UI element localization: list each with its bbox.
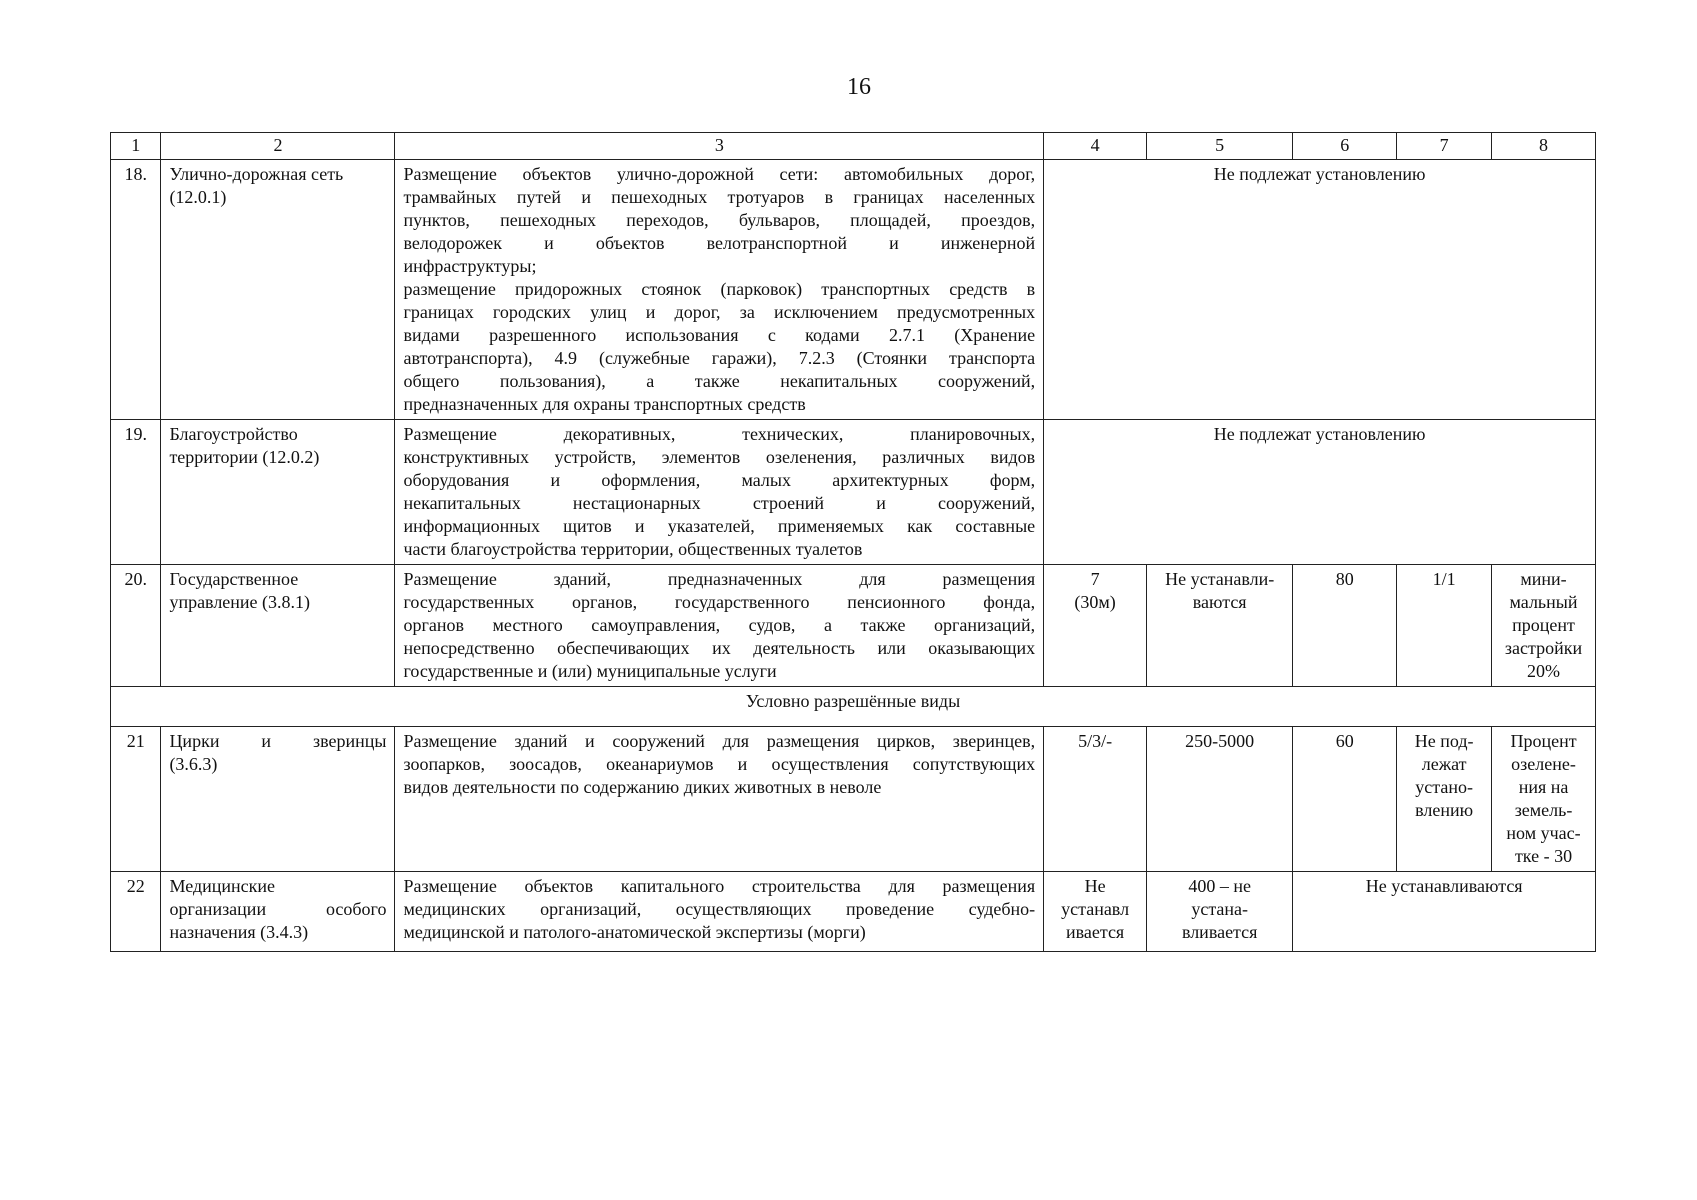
cell-line: 20%	[1527, 661, 1561, 681]
description-line: государственные и (или) муниципальные услуги	[403, 661, 777, 681]
name-line: Медицинские	[169, 876, 276, 896]
row-number: 19.	[111, 420, 161, 565]
cell-line: ивается	[1065, 922, 1125, 942]
cell-line: Не устанавли-	[1165, 569, 1275, 589]
column-number: 2	[161, 133, 395, 160]
column-number: 7	[1397, 133, 1492, 160]
coverage-cell: 60	[1293, 727, 1397, 872]
description-line: видов деятельности по содержанию диких животных в неволе	[403, 777, 882, 797]
cell-line: влению	[1415, 800, 1474, 820]
name-line: территории (12.0.2)	[169, 447, 320, 467]
use-type-description	[395, 420, 1044, 565]
cell-line: ния на	[1518, 777, 1569, 797]
description-line: пунктов, пешеходных переходов, бульваров, площадей, проездов,	[403, 210, 1036, 230]
description-line: размещение придорожных стоянок (парковок) транспортных средств в	[403, 279, 1036, 299]
use-type-name	[161, 872, 395, 952]
plot-area-cell	[1147, 872, 1293, 952]
floors-cell	[1044, 565, 1147, 687]
floors-cell: 5/3/-	[1044, 727, 1147, 872]
description-line: непосредственно обеспечивающих их деятельность или оказывающих	[403, 638, 1036, 658]
cell-line: тке - 30	[1514, 846, 1573, 866]
use-type-description	[395, 160, 1044, 420]
use-type-name	[161, 565, 395, 687]
page-number: 16	[847, 74, 871, 100]
plot-area-cell	[1147, 565, 1293, 687]
row-number: 21	[111, 727, 161, 872]
cell-line: устано-	[1415, 777, 1473, 797]
use-type-name	[161, 420, 395, 565]
column-number: 3	[395, 133, 1044, 160]
cell-line: ном учас-	[1506, 823, 1581, 843]
column-number: 8	[1492, 133, 1596, 160]
description-line: конструктивных устройств, элементов озеленения, различных видов	[403, 447, 1036, 467]
zoning-table	[110, 132, 1596, 952]
coverage-cell: 80	[1293, 565, 1397, 687]
cell-line: (30м)	[1074, 592, 1116, 612]
description-line: органов местного самоуправления, судов, а также организаций,	[403, 615, 1036, 635]
column-number: 5	[1147, 133, 1293, 160]
column-number: 6	[1293, 133, 1397, 160]
description-line: медицинских организаций, осуществляющих проведение судебно-	[403, 899, 1036, 919]
description-line: Размещение объектов улично-дорожной сети: автомобильных дорог,	[403, 164, 1036, 184]
cell-line: процент	[1512, 615, 1575, 635]
table-row	[111, 872, 1596, 952]
cell-line: мальный	[1509, 592, 1578, 612]
column-number: 1	[111, 133, 161, 160]
use-type-name	[161, 727, 395, 872]
cell-line: мини-	[1520, 569, 1567, 589]
name-line: Благоустройство	[169, 424, 298, 444]
table-row	[111, 420, 1596, 565]
name-line: организации особого	[169, 899, 387, 919]
row-number: 20.	[111, 565, 161, 687]
use-type-description	[395, 727, 1044, 872]
description-line: Размещение объектов капитального строительства для размещения	[403, 876, 1036, 896]
description-line: Размещение зданий и сооружений для размещения цирков, зверинцев,	[403, 731, 1036, 751]
name-line: Государственное	[169, 569, 299, 589]
table-row	[111, 160, 1596, 420]
section-title: Условно разрешённые виды	[111, 687, 1596, 727]
description-line: некапитальных нестационарных строений и сооружений,	[403, 493, 1036, 513]
cell-line: Не под-	[1414, 731, 1474, 751]
parameters-merged-cell: Не устанавливаются	[1293, 872, 1596, 952]
cell-line: Процент	[1510, 731, 1577, 751]
section-row	[111, 687, 1596, 727]
description-line: границах городских улиц и дорог, за исключением предусмотренных	[403, 302, 1036, 322]
description-line: зоопарков, зоосадов, океанариумов и осуществления сопутствующих	[403, 754, 1036, 774]
cell-line: лежат	[1421, 754, 1467, 774]
description-line: автотранспорта), 4.9 (служебные гаражи), 7.2.3 (Стоянки транспорта	[403, 348, 1036, 368]
description-line: велодорожек и объектов велотранспортной и инженерной	[403, 233, 1036, 253]
cell-line: застройки	[1504, 638, 1583, 658]
name-line: (3.6.3)	[169, 754, 218, 774]
table-row	[111, 727, 1596, 872]
parameters-merged-cell: Не подлежат установлению	[1044, 160, 1596, 420]
description-line: Размещение декоративных, технических, планировочных,	[403, 424, 1036, 444]
cell-line: 7	[1090, 569, 1100, 589]
cell-line: устана-	[1191, 899, 1249, 919]
description-line: Размещение зданий, предназначенных для размещения	[403, 569, 1036, 589]
use-type-description	[395, 565, 1044, 687]
name-line: (12.0.1)	[169, 187, 227, 207]
use-type-description	[395, 872, 1044, 952]
name-line: назначения (3.4.3)	[169, 922, 309, 942]
cell-line: Не	[1084, 876, 1106, 896]
name-line: Улично-дорожная сеть	[169, 164, 344, 184]
cell-line: вливается	[1181, 922, 1258, 942]
description-line: предназначенных для охраны транспортных средств	[403, 394, 806, 414]
setback-cell	[1397, 727, 1492, 872]
cell-line: земель-	[1514, 800, 1573, 820]
cell-line: устанавл	[1061, 899, 1130, 919]
parameters-merged-cell: Не подлежат установлению	[1044, 420, 1596, 565]
use-type-name	[161, 160, 395, 420]
description-line: оборудования и оформления, малых архитектурных форм,	[403, 470, 1036, 490]
description-line: части благоустройства территории, общественных туалетов	[403, 539, 863, 559]
other-params-cell	[1492, 727, 1596, 872]
cell-line: озелене-	[1511, 754, 1576, 774]
description-line: видами разрешенного использования с кодами 2.7.1 (Хранение	[403, 325, 1036, 345]
column-number-row	[111, 133, 1596, 160]
row-number: 18.	[111, 160, 161, 420]
plot-area-cell: 250-5000	[1147, 727, 1293, 872]
description-line: медицинской и патолого-анатомической экспертизы (морги)	[403, 922, 866, 942]
other-params-cell	[1492, 565, 1596, 687]
cell-line: ваются	[1192, 592, 1247, 612]
row-number: 22	[111, 872, 161, 952]
description-line: государственных органов, государственного пенсионного фонда,	[403, 592, 1036, 612]
cell-line: 400 – не	[1188, 876, 1251, 896]
description-line: общего пользования), а также некапитальных сооружений,	[403, 371, 1036, 391]
table-row	[111, 565, 1596, 687]
setback-cell: 1/1	[1397, 565, 1492, 687]
name-line: управление (3.8.1)	[169, 592, 311, 612]
column-number: 4	[1044, 133, 1147, 160]
name-line: Цирки и зверинцы	[169, 731, 387, 751]
floors-cell	[1044, 872, 1147, 952]
description-line: инфраструктуры;	[403, 256, 537, 276]
description-line: информационных щитов и указателей, применяемых как составные	[403, 516, 1036, 536]
description-line: трамвайных путей и пешеходных тротуаров в границах населенных	[403, 187, 1036, 207]
